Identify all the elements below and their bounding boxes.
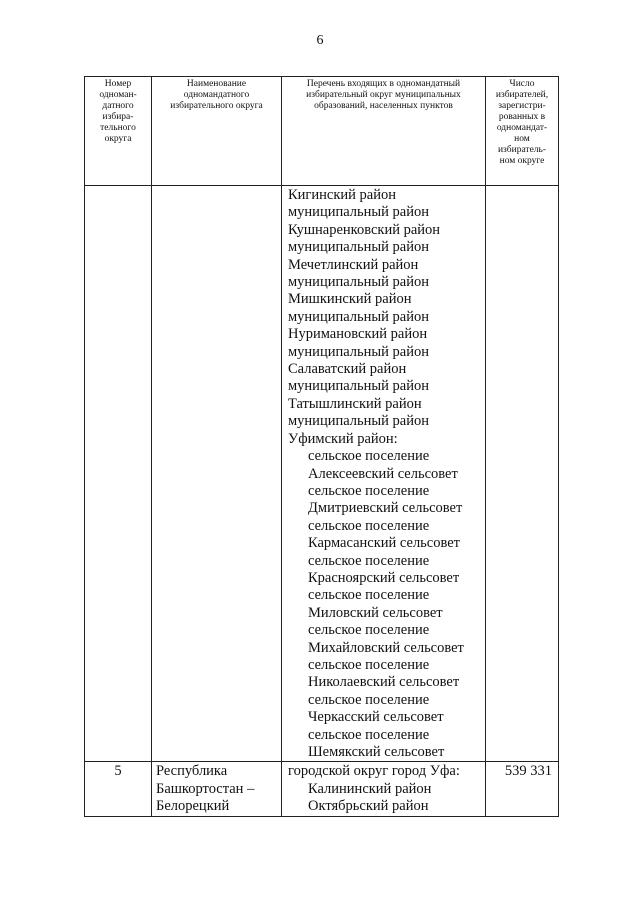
list-item: Татышлинский район (288, 395, 422, 412)
list-item: Мишкинский район (288, 291, 412, 308)
header-voters: Число избирателей, зарегистри- рованных в одномандат- ном избиратель- ном округе (486, 77, 559, 186)
header-district-name: Наименование одномандатного избирательного округа (152, 77, 282, 186)
list-item: Уфимский район: (288, 430, 398, 447)
list-item: Миловский сельсовет (308, 604, 443, 621)
list-item: Алексеевский сельсовет (308, 465, 458, 482)
list-item: Дмитриевский сельсовет (308, 500, 463, 517)
list-item: муниципальный район (288, 413, 429, 430)
page-number: 6 (316, 33, 324, 48)
district-number: 5 (85, 762, 152, 817)
list-item: сельское поселение (308, 691, 430, 708)
municipal-list (288, 187, 485, 448)
list-item: Николаевский сельсовет (308, 674, 460, 691)
list-item: муниципальный район (288, 308, 429, 325)
list-item: Мечетлинский район (288, 256, 419, 273)
list-item: Кармасанский сельсовет (308, 535, 461, 552)
list-item: сельское поселение (308, 552, 430, 569)
list-item: Октябрьский район (308, 798, 429, 815)
header-district-number: Номер одноман- датного избира- тельного округа (85, 77, 152, 186)
list-item: муниципальный район (288, 204, 429, 221)
list-item: муниципальный район (288, 343, 429, 360)
list-item: муниципальный район (288, 378, 429, 395)
list-item: Михайловский сельсовет (308, 639, 464, 656)
list-item: сельское поселение (308, 517, 430, 534)
list-item: Салаватский район (288, 361, 407, 378)
list-item: сельское поселение (308, 726, 430, 743)
list-item: сельское поселение (308, 622, 430, 639)
list-item: сельское поселение (308, 656, 430, 673)
cell-name-empty (152, 186, 282, 762)
district-voters: 539 331 (486, 762, 559, 817)
list-item: Кигинский район (288, 187, 396, 203)
header-composition: Перечень входящих в одномандатный избирательный округ муниципальных образований, населенных пунктов (282, 77, 486, 186)
list-item: Калининский район (308, 780, 432, 797)
list-item: Кушнаренковский район (288, 221, 441, 238)
composition-head: городской округ город Уфа: (288, 763, 460, 780)
cell-number-empty (85, 186, 152, 762)
district-composition (282, 762, 486, 817)
list-item: Красноярский сельсовет (308, 569, 460, 586)
table-row-continued (85, 186, 559, 762)
list-item: сельское поселение (308, 482, 430, 499)
districts-table (84, 76, 559, 817)
table-row-district-5 (85, 762, 559, 817)
district-name: Республика Башкортостан – Белорецкий (152, 762, 282, 817)
cell-voters-empty (486, 186, 559, 762)
ufa-settlement-list (288, 448, 485, 761)
list-item: Нуримановский район (288, 326, 428, 343)
list-item: Шемякский сельсовет (308, 744, 445, 760)
list-item: Черкасский сельсовет (308, 709, 444, 726)
table-header-row (85, 77, 559, 186)
list-item: муниципальный район (288, 274, 429, 291)
list-item: сельское поселение (308, 587, 430, 604)
cell-composition-list (282, 186, 486, 762)
list-item: сельское поселение (308, 448, 430, 465)
list-item: муниципальный район (288, 239, 429, 256)
